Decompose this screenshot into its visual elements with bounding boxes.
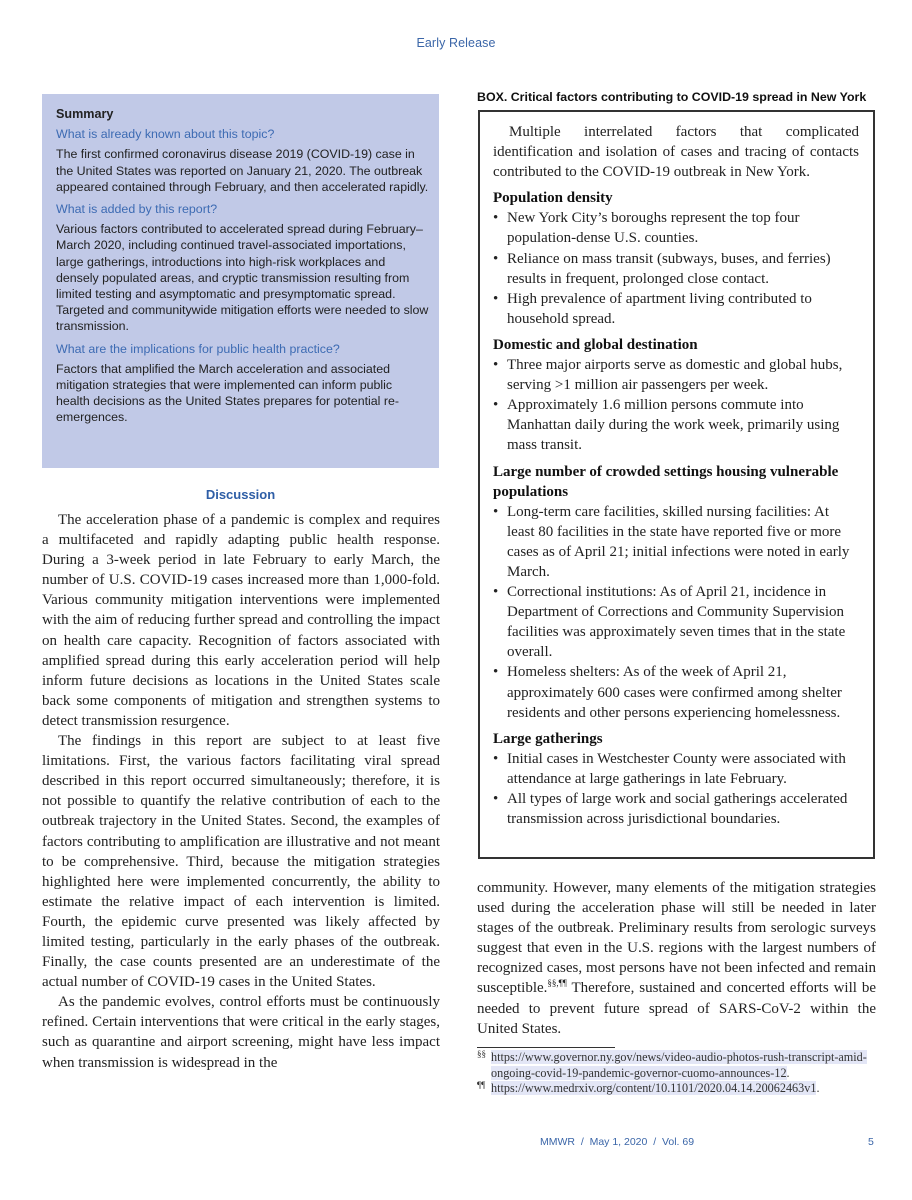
summary-title: Summary — [56, 107, 114, 121]
footnote-link-medrxiv[interactable]: https://www.medrxiv.org/content/10.1101/2020.04.14.20062463v1 — [491, 1081, 817, 1095]
running-header: Early Release — [416, 36, 496, 50]
box-heading-crowded-settings: Large number of crowded settings housing vulnerable populations — [493, 463, 839, 500]
box-list-item: • Three major airports serve as domestic and global hubs, serving >1 million air passengers per week. — [493, 357, 843, 394]
footnote-mark: §§ — [477, 1049, 486, 1059]
box-list-item: • Reliance on mass transit (subways, buses, and ferries) results in frequent, prolonged close contact. — [493, 250, 831, 287]
journal-footer: MMWR / May 1, 2020 / Vol. 69 — [540, 1136, 695, 1148]
summary-question-2: What is added by this report? — [56, 202, 218, 217]
summary-question-1: What is already known about this topic? — [56, 127, 275, 142]
box-list-item: • All types of large work and social gatherings accelerated transmission across jurisdictional boundaries. — [493, 791, 848, 828]
bullet-icon: • — [493, 250, 499, 267]
bullet-icon: • — [493, 290, 499, 307]
box-list-item: • Approximately 1.6 million persons commute into Manhattan daily during the work week, primarily using mass transit. — [493, 397, 840, 454]
bullet-icon: • — [493, 584, 499, 601]
box-heading-domestic-global: Domestic and global destination — [493, 336, 698, 353]
bullet-icon: • — [493, 664, 499, 681]
footnote-1: §§ https://www.governor.ny.gov/news/video-audio-photos-rush-transcript-amid-ongoing-covid-19-pandemic-governor-cuomo-announces-12. — [477, 1049, 867, 1080]
box-title: BOX. Critical factors contributing to COVID-19 spread in New York — [477, 90, 867, 104]
footnote-divider — [477, 1047, 615, 1048]
bullet-icon: • — [493, 791, 499, 807]
summary-answer-3: Factors that amplified the March acceleration and associated mitigation strategies that were implemented can inform public health decisions as the United States prepares for potential re-emergences. — [56, 361, 400, 425]
footnote-2: ¶¶ https://www.medrxiv.org/content/10.1101/2020.04.14.20062463v1. — [477, 1080, 820, 1095]
summary-answer-1: The first confirmed coronavirus disease 2019 (COVID-19) case in the United States was reported on January 21, 2020. The outbreak appeared contained through February, and then accelerated rapidly. — [56, 147, 429, 194]
box-list-item: • New York City’s boroughs represent the top four population-dense U.S. counties. — [493, 210, 800, 247]
discussion-paragraph-1: The acceleration phase of a pandemic is complex and requires a multifaceted and rapidly adapting public health response. During a 3-week period in late February to early March, the number of U.S. COVID-19 cases increased more than 1,000-fold. Various community mitigation interventions were implemented with the aim of reducing further spread and controlling the impact on health care capacity. Recognition of factors associated with amplified spread during this early acceleration period will help inform future decisions as locations in the United States scale back some components of mitigation and strengthen systems to detect transmission resurgence. — [42, 512, 440, 729]
footnote-mark: ¶¶ — [477, 1080, 486, 1090]
summary-box — [42, 94, 439, 468]
box-list-crowded-settings — [493, 502, 859, 723]
box-list-item: • Homeless shelters: As of the week of April 21, approximately 600 cases were confirmed among shelter residents and other persons experiencing homelessness. — [493, 664, 842, 721]
bullet-icon: • — [493, 503, 499, 520]
footnote-reference[interactable]: §§,¶¶ — [547, 978, 567, 989]
page-number: 5 — [868, 1136, 874, 1148]
box-list-population-density — [493, 208, 859, 329]
discussion-left-column — [42, 510, 440, 1073]
box-list-item: • Initial cases in Westchester County were associated with attendance at large gatherings in late February. — [493, 750, 846, 787]
discussion-paragraph-2: The findings in this report are subject to at least five limitations. First, the various factors facilitating viral spread described in this report occurred simultaneously; therefore, it is not possible to quantify the relative contribution of each to the outbreak trajectory in the United States. Second, the examples of factors contributing to amplification are illustrative and not meant to be comprehensive. Third, because the mitigation strategies highlighted here were implemented concurrently, the ability to estimate the relative impact of each intervention is limited. Fourth, the epidemic curve presented was likely affected by limited testing, particularly in the early phases of the outbreak. Finally, the case counts presented are an underestimate of the actual number of COVID-19 cases in the United States. — [42, 733, 440, 991]
bullet-icon: • — [493, 397, 499, 414]
discussion-heading: Discussion — [205, 487, 276, 502]
bullet-icon: • — [493, 357, 499, 374]
footnotes — [477, 1050, 877, 1097]
summary-question-3: What are the implications for public health practice? — [56, 341, 340, 356]
factors-box — [478, 110, 875, 859]
discussion-continuation: community. However, many elements of the mitigation strategies used during the acceleration phase will still be needed in later stages of the outbreak. Preliminary results from serologic surveys suggest that even in the U.S. regions with the largest numbers of recognized cases, most persons have not been infected and remain susceptible.§§,¶¶ Therefore, sustained and concerted efforts will be needed to prevent future spread of SARS-CoV-2 within the United States. — [477, 880, 876, 1037]
bullet-icon: • — [493, 750, 499, 767]
box-list-large-gatherings — [493, 749, 859, 829]
box-list-item: • Correctional institutions: As of April 21, incidence in Department of Corrections and Community Supervision facilities was approximately seven times that in the state overall. — [493, 584, 846, 661]
box-list-item: • High prevalence of apartment living contributed to household spread. — [493, 290, 812, 327]
summary-answer-2: Various factors contributed to accelerated spread during February–March 2020, including continued travel-associated importations, large gatherings, introductions into high-risk workplaces and densely populated areas, and cryptic transmission resulting from limited testing and asymptomatic and presymptomatic spread. Targeted and communitywide mitigation efforts were needed to slow transmission. — [56, 222, 429, 334]
box-heading-large-gatherings: Large gatherings — [493, 730, 603, 747]
box-list-item: • Long-term care facilities, skilled nursing facilities: At least 80 facilities in the state have reported five or more cases as of April 21; initial infections were noted in early March. — [493, 503, 850, 580]
box-intro: Multiple interrelated factors that complicated identification and isolation of cases and tracing of contacts contributed to the COVID-19 outbreak in New York. — [493, 124, 859, 181]
box-heading-population-density: Population density — [493, 190, 613, 207]
footnote-link-governor[interactable]: https://www.governor.ny.gov/news/video-audio-photos-rush-transcript-amid-ongoing-covid-19-pandemic-governor-cuomo-announces-12 — [491, 1050, 867, 1080]
bullet-icon: • — [493, 210, 499, 227]
discussion-right-column — [477, 878, 876, 1039]
box-list-domestic-global — [493, 355, 859, 455]
discussion-paragraph-3: As the pandemic evolves, control efforts must be continuously refined. Certain interventions that were critical in the early stages, such as quarantine and airport screening, might have less impact when transmission is widespread in the — [42, 994, 440, 1071]
